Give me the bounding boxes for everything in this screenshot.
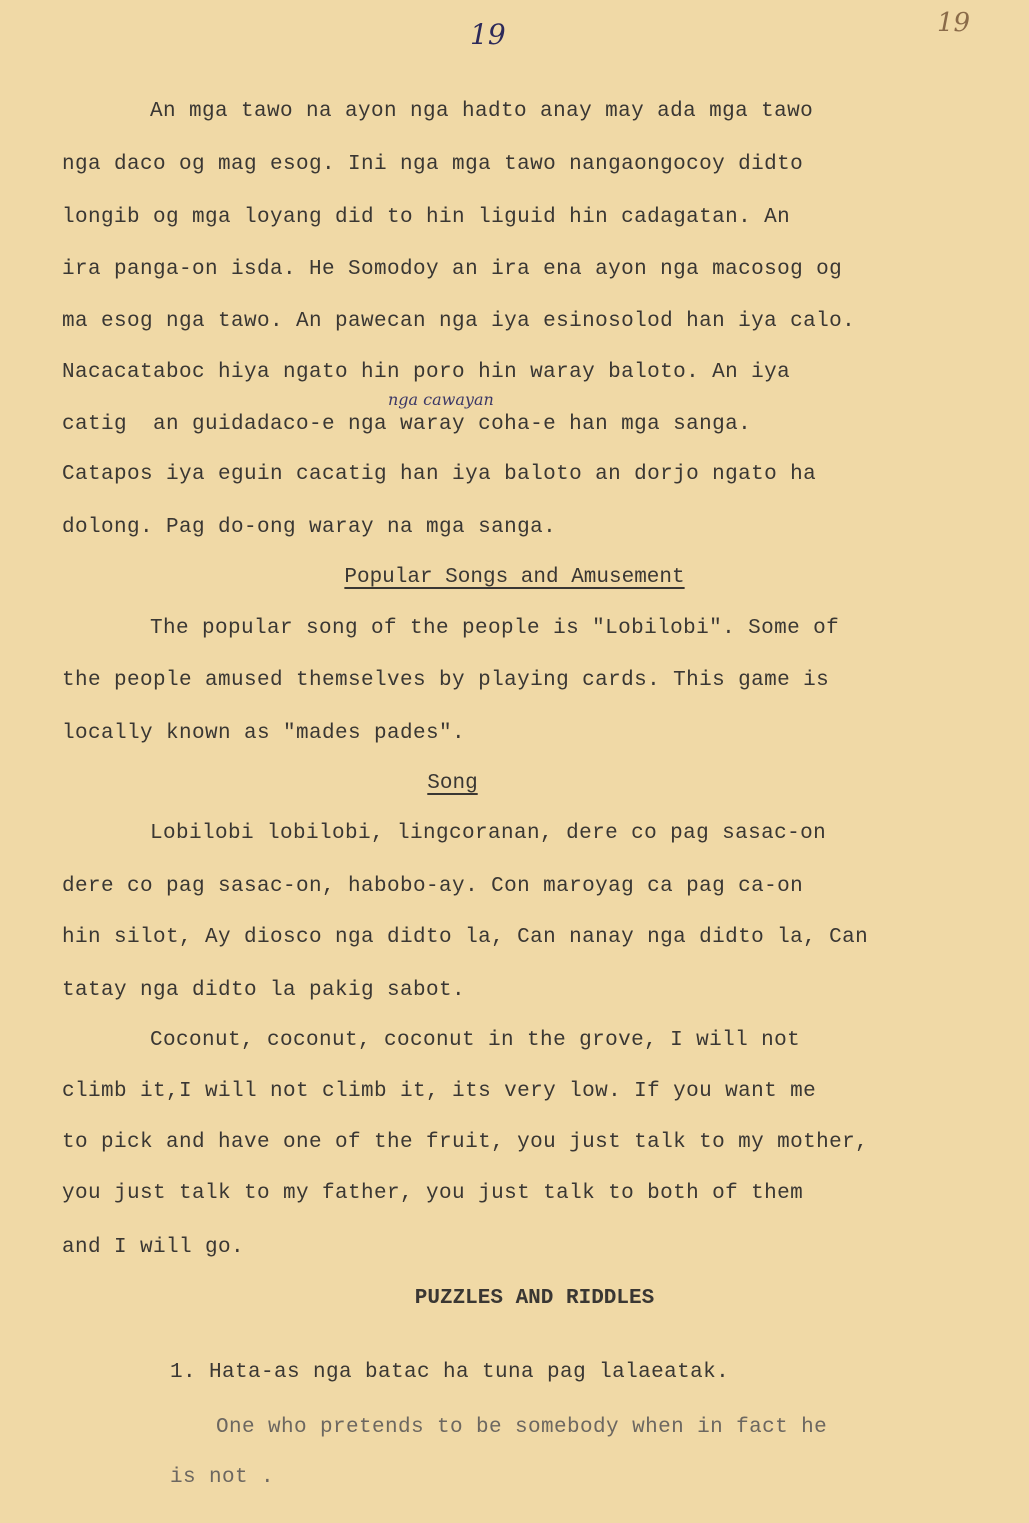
translation-line: climb it,I will not climb it, its very low. If you want me	[62, 1080, 817, 1103]
section-heading-popular: Popular Songs and Amusement	[344, 566, 685, 589]
text-line: ira panga-on isda. He Somodoy an ira ena ayon nga macosog og	[62, 258, 843, 281]
text-line: catig an guidadaco-e nga waray coha-e han mga sanga.	[62, 413, 752, 436]
text-line: The popular song of the people is "Lobilobi". Some of	[150, 617, 840, 640]
song-line: dere co pag sasac-on, habobo-ay. Con maroyag ca pag ca-on	[62, 875, 804, 898]
song-line: tatay nga didto la pakig sabot.	[62, 979, 466, 1002]
translation-line: you just talk to my father, you just talk to both of them	[62, 1182, 804, 1205]
translation-line: Coconut, coconut, coconut in the grove, I will not	[150, 1029, 801, 1052]
song-line: hin silot, Ay diosco nga didto la, Can nanay nga didto la, Can	[62, 926, 869, 949]
riddle-item: 1. Hata-as nga batac ha tuna pag lalaeatak.	[170, 1361, 730, 1384]
text-line: nga daco og mag esog. Ini nga mga tawo nangaongocoy didto	[62, 153, 804, 176]
riddle-answer-line: is not .	[170, 1466, 275, 1489]
text-line: Catapos iya eguin cacatig han iya baloto an dorjo ngato ha	[62, 463, 817, 486]
translation-line: and I will go.	[62, 1236, 245, 1259]
text-line: longib og mga loyang did to hin liguid hin cadagatan. An	[62, 206, 791, 229]
section-heading-puzzles: PUZZLES AND RIDDLES	[414, 1287, 655, 1310]
text-line: Nacacataboc hiya ngato hin poro hin waray baloto. An iya	[62, 361, 791, 384]
handwritten-note: nga cawayan	[388, 390, 494, 409]
text-line: dolong. Pag do-ong waray na mga sanga.	[62, 516, 557, 539]
text-line: An mga tawo na ayon nga hadto anay may ada mga tawo	[150, 100, 814, 123]
text-line: ma esog nga tawo. An pawecan nga iya esinosolod han iya calo.	[62, 310, 856, 333]
text-line: locally known as "mades pades".	[62, 722, 466, 745]
page-number-stamp: 19	[937, 8, 971, 38]
section-heading-song: Song	[427, 772, 478, 795]
song-line: Lobilobi lobilobi, lingcoranan, dere co pag sasac-on	[150, 822, 827, 845]
text-line: the people amused themselves by playing cards. This game is	[62, 669, 830, 692]
translation-line: to pick and have one of the fruit, you just talk to my mother,	[62, 1131, 869, 1154]
riddle-answer-line: One who pretends to be somebody when in fact he	[216, 1416, 828, 1439]
page-number: 19	[470, 18, 506, 51]
